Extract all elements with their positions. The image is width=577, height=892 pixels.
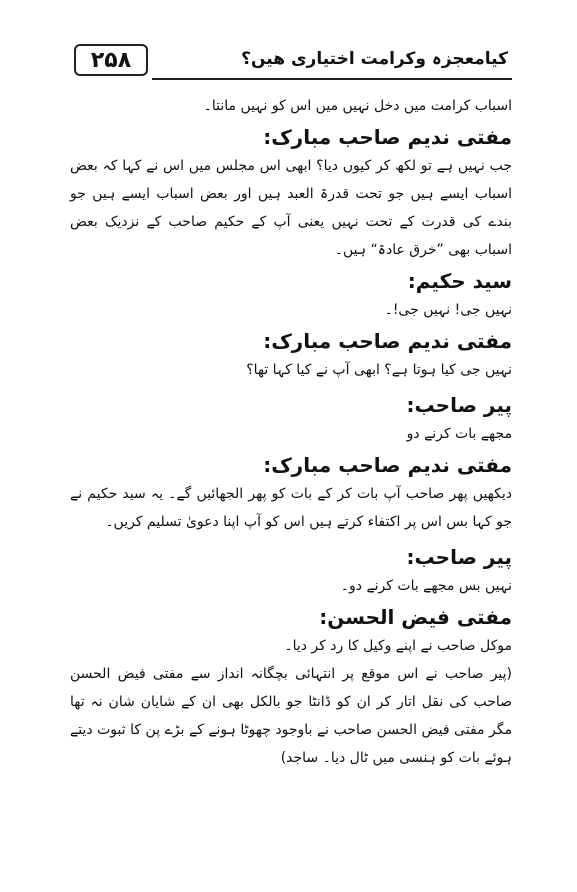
speaker-heading: مفتی ندیم صاحب مبارک: xyxy=(263,329,512,353)
paragraph: مجھے بات کرنے دو xyxy=(406,426,512,442)
speaker-heading: پیر صاحب: xyxy=(406,545,512,569)
paragraph: نہیں جی کیا ہوتا ہے؟ ابھی آپ نے کیا کہا تھا؟ xyxy=(246,362,512,378)
speaker-heading: پیر صاحب: xyxy=(406,393,512,417)
paragraph: نہیں جی! نہیں جی!۔ xyxy=(384,302,512,318)
paragraph: جب نہیں ہے تو لکھ کر کیوں دیا؟ ابھی اس مجلس میں اس نے کہا کہ بعض اسباب ایسے ہیں جو تحت قدرۃ العبد ہیں اور بعض اسباب ایسے ہیں جو بندے کی قدرت کے تحت نہیں یعنی آپ کے حکیم صاحب کے نزدیک بعض اسباب بھی ”خرق عادۃ“ ہیں۔ xyxy=(70,158,512,258)
speaker-heading: مفتی ندیم صاحب مبارک: xyxy=(263,453,512,477)
speaker-heading: سید حکیم: xyxy=(407,269,512,293)
paragraph: موکل صاحب نے اپنے وکیل کا رد کر دیا۔ xyxy=(284,638,512,654)
paragraph: اسباب کرامت میں دخل نہیں میں اس کو نہیں مانتا۔ xyxy=(203,98,512,114)
running-title: کیامعجزہ وکرامت اختیاری ھیں؟ xyxy=(241,49,508,69)
page-number: ۲۵۸ xyxy=(74,44,148,76)
paragraph: دیکھیں پھر صاحب آپ بات کر کے بات کو پھر الجھائیں گے۔ یہ سید حکیم نے جو کہا بس اس پر اکتفاء کرتے ہیں اس کو آپ اپنا دعویٰ تسلیم کریں۔ xyxy=(70,486,512,530)
header-rule xyxy=(152,78,512,80)
speaker-heading: مفتی فیض الحسن: xyxy=(319,605,512,629)
editorial-note: (پیر صاحب نے اس موقع پر انتہائی بچگانہ انداز سے مفتی فیض الحسن صاحب کی نقل اتار کر ان کو ڈانٹا جو بالکل بھی ان کے شایان شان نہ تھا مگر مفتی فیض الحسن صاحب نے باوجود چھوٹا ہونے کے بڑے پن کا ثبوت دیتے ہوئے بات کو ہنسی میں ٹال دیا۔ ساجد) xyxy=(70,666,512,766)
page-header xyxy=(72,40,512,84)
page-body xyxy=(70,92,512,772)
paragraph: نہیں بس مجھے بات کرنے دو۔ xyxy=(340,578,512,594)
speaker-heading: مفتی ندیم صاحب مبارک: xyxy=(263,125,512,149)
